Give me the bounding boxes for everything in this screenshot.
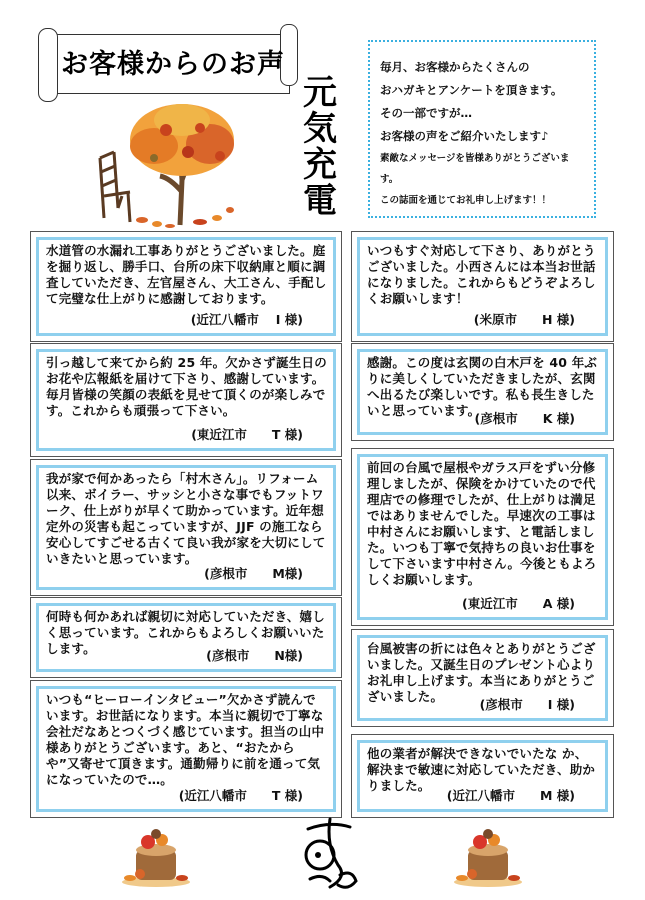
message-card bbox=[351, 231, 614, 342]
message-card bbox=[351, 629, 614, 727]
harvest-stump-icon bbox=[452, 822, 524, 888]
message-signature: (近江八幡市 T 様) bbox=[178, 788, 303, 803]
message-text: 水道管の水漏れ工事ありがとうございました。庭を掘り返し、勝手口、台所の床下収納庫と順に調査していただき、左官屋さん、大工さん、手配して完璧な仕上がりに感謝しております。 bbox=[46, 243, 327, 306]
title-banner bbox=[36, 22, 298, 102]
intro-line: この誌面を通じてお礼申し上げます！！ bbox=[380, 195, 552, 206]
vertical-slogan bbox=[300, 75, 340, 219]
message-card-inner bbox=[357, 454, 608, 620]
message-card-inner bbox=[357, 349, 608, 435]
intro-line: 素敵なメッセージを皆様ありがとうございます。 bbox=[380, 153, 570, 185]
message-card bbox=[30, 597, 342, 678]
harvest-stump-icon bbox=[120, 822, 192, 888]
thank-you-logo bbox=[300, 815, 362, 895]
page-title: お客様からのお声 bbox=[61, 49, 285, 80]
message-signature: (彦根市 N様) bbox=[206, 648, 303, 663]
vertical-char: 電 bbox=[303, 181, 337, 221]
message-card bbox=[351, 343, 614, 441]
message-text: 台風被害の折には色々とありがとうございました。又誕生日のプレゼント心よりお礼申し上げます。本当にありがとうございました。 bbox=[367, 641, 596, 704]
message-signature: (東近江市 T 様) bbox=[191, 427, 303, 442]
autumn-tree-illustration bbox=[82, 100, 242, 230]
message-card-inner bbox=[36, 686, 336, 812]
foliage bbox=[130, 104, 234, 176]
intro-line: 毎月、お客様からたくさんの bbox=[380, 60, 530, 74]
message-card-inner bbox=[36, 603, 336, 672]
message-text: 何時も何かあれば親切に対応していただき、嬉しく思っています。これからもよろしくお願いいたします。 bbox=[46, 609, 325, 656]
message-card-inner bbox=[36, 237, 336, 336]
intro-line: おハガキとアンケートを頂きます。 bbox=[380, 83, 563, 97]
scroll-left-roll bbox=[38, 28, 58, 102]
vertical-char: 元 bbox=[303, 73, 337, 113]
message-signature: (彦根市 K 様) bbox=[474, 411, 575, 426]
message-card bbox=[30, 343, 342, 457]
message-text: 我が家で何かあったら「村木さん」。リフォーム以来、ボイラー、サッシと小さな事でもフットワーク、仕上がりが早くて助かっています。近年想定外の災害も起こっていますが、JJF の施工なら安心してすごせる古くて良い我が家を大切にしていきたいと思っています。 bbox=[46, 471, 326, 566]
vertical-char: 気 bbox=[303, 109, 337, 149]
message-signature: (彦根市 I 様) bbox=[479, 697, 575, 712]
message-signature: (東近江市 A 様) bbox=[462, 596, 575, 611]
message-signature: (近江八幡市 I 様) bbox=[190, 312, 303, 327]
message-card bbox=[30, 459, 342, 596]
message-text: 他の業者が解決できないでいたな か、解決まで敏速に対応していただき、助かりました。 bbox=[367, 746, 596, 793]
message-card bbox=[30, 680, 342, 818]
fallen-leaves bbox=[136, 207, 234, 228]
chair-icon bbox=[100, 152, 130, 222]
message-card bbox=[351, 734, 614, 818]
message-card-inner bbox=[357, 740, 608, 812]
intro-box bbox=[368, 40, 596, 218]
message-text: 感謝。この度は玄関の白木戸を 40 年ぶりに美しくしていただきましたが、玄関へ出るたび楽しいです。私も長生きしたいと思っています。 bbox=[367, 355, 598, 418]
message-card-inner bbox=[36, 349, 336, 451]
message-signature: (米原市 H 様) bbox=[473, 312, 575, 327]
message-text: 前回の台風で屋根やガラス戸をずい分修理しましたが、保険をかけていたので代理店での修理でしたが、仕上がりは満足ではありませんでした。早速次の工事は中村さんにお願いします、と電話しました。いつも丁寧で気持ちの良いお仕事をして下さいます中村さん。今後ともよろしくお願いします。 bbox=[367, 460, 597, 587]
message-text: いつもすぐ対応して下さり、ありがとうございました。小西さんには本当お世話になりました。これからもどうぞよろしくお願いします！ bbox=[367, 243, 596, 306]
message-text: 引っ越して来てから約 25 年。欠かさず誕生日のお花や広報紙を届けて下さり、感謝しています。毎月皆様の笑顔の表紙を見せて頂くのが楽しみです。これからも頑張って下さい。 bbox=[46, 355, 327, 418]
message-text: いつも“ヒーローインタビュー”欠かさず読んでいます。お世話になります。本当に親切で丁寧な会社だなあとつくづく感じています。担当の山中様ありがとうございます。あと、“おたからや”又寄せて頂きます。通勤帰りに前を通って気になっていたので…。 bbox=[46, 692, 325, 787]
message-signature: (近江八幡市 M 様) bbox=[446, 788, 575, 803]
message-card-inner bbox=[357, 237, 608, 336]
message-card bbox=[30, 231, 342, 342]
vertical-char: 充 bbox=[303, 145, 337, 185]
message-card bbox=[351, 448, 614, 626]
message-card-inner bbox=[36, 465, 336, 590]
message-card-inner bbox=[357, 635, 608, 721]
message-signature: (彦根市 M様) bbox=[204, 566, 303, 581]
intro-line: お客様の声をご紹介いたします♪ bbox=[380, 129, 549, 143]
intro-line: その一部ですが… bbox=[380, 106, 472, 120]
